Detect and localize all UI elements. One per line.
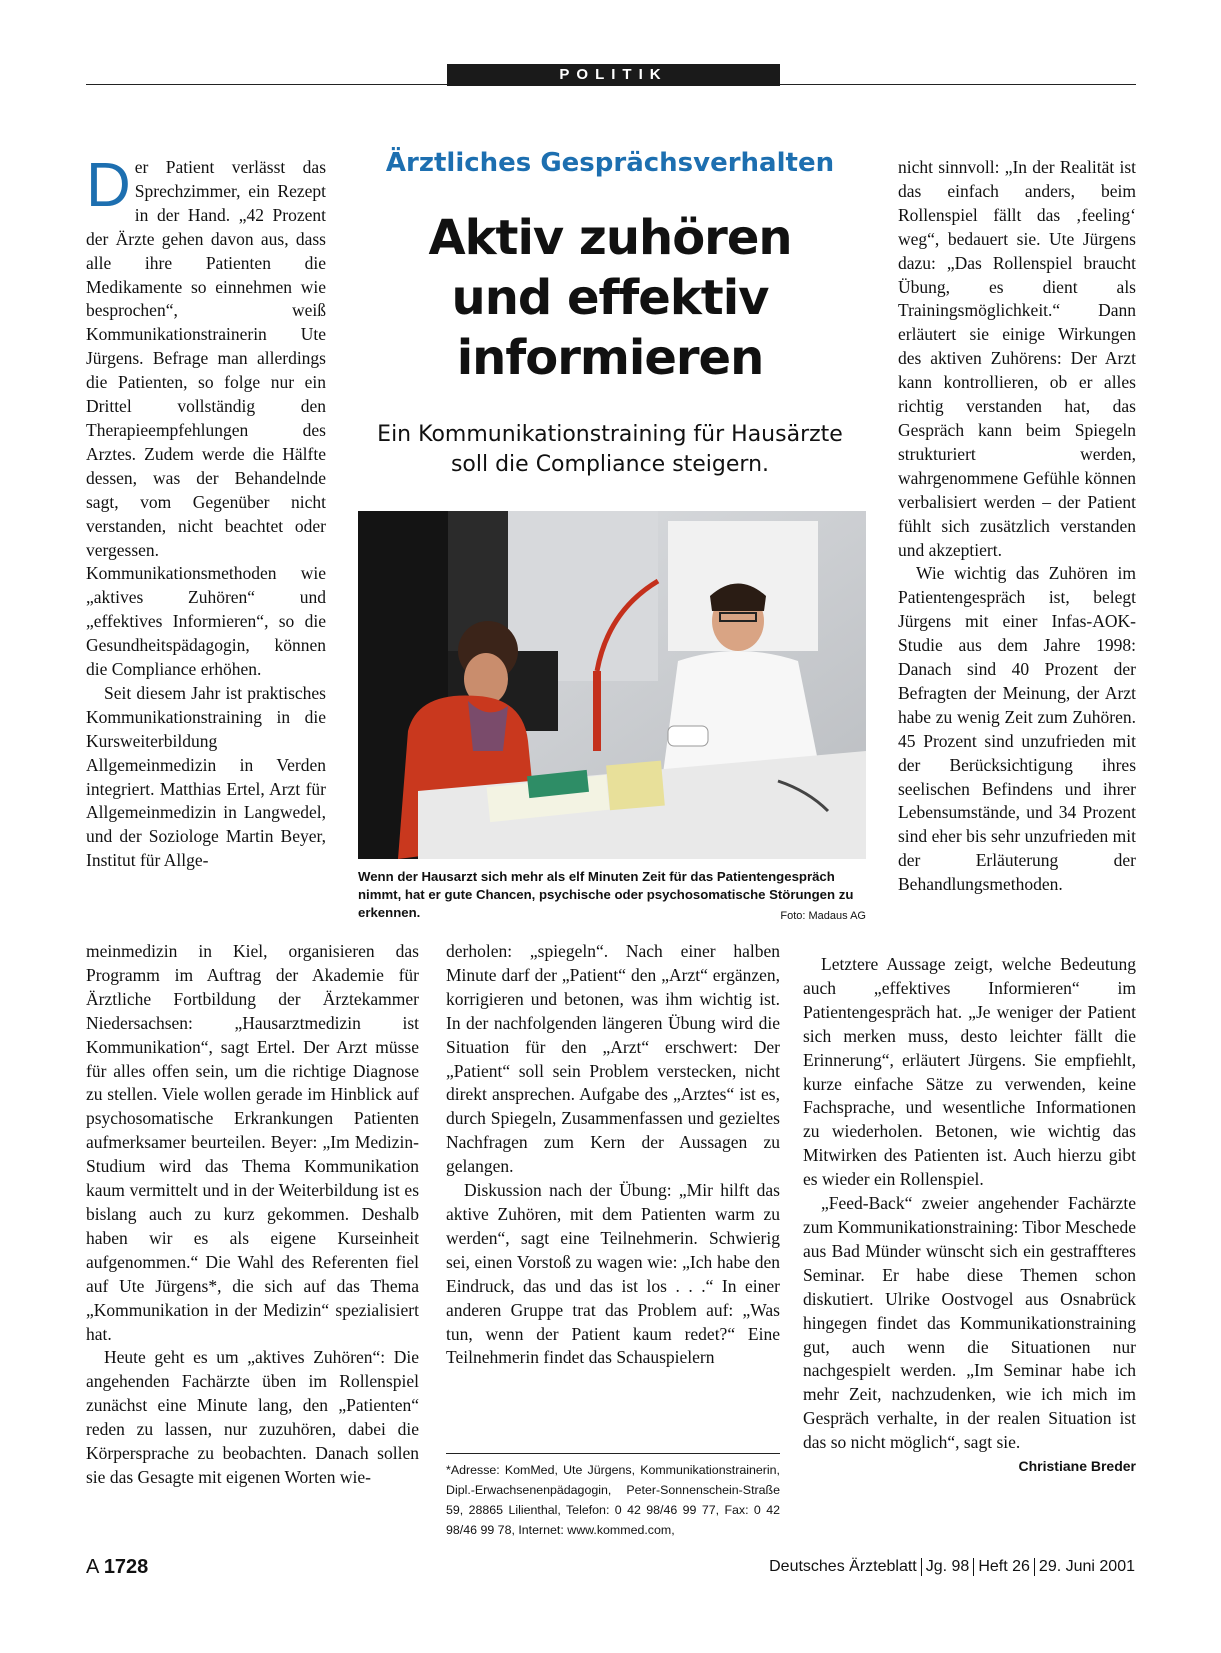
journal-date: 29. Juni 2001 <box>1038 1558 1135 1576</box>
section-label: POLITIK <box>447 64 780 86</box>
page-number-value: 1728 <box>103 1556 149 1578</box>
paragraph: Heute geht es um „aktives Zuhören“: Die angehenden Fachärzte üben im Rollenspiel zunächst eine Minute lang, den „Patienten“ reden zu lassen, nur zuzuhören, dabei die Körpersprache zu beobachten. Danach sollen sie das Gesagte mit eigenen Worten wie- <box>86 1347 419 1487</box>
column-1-upper <box>86 151 326 873</box>
paragraph-text: er Patient verlässt das Sprechzimmer, ein Rezept in der Hand. „42 Prozent der Ärzte gehen davon aus, dass alle ihre Patienten die Medikamente so einnehmen wie besprochen“, weiß Kommunikationstrainerin Ute Jürgens. Befrage man allerdings die Patienten, so folge nur ein Drittel vollständig den Therapieempfehlungen des Arztes. Zudem werde die Hälfte dessen, was der Behandelnde sagt, vom Gegenüber nicht verstanden, nicht beachtet oder vergessen. Kommunikationsmethoden wie „aktives Zuhören“ und „effektives Informieren“, so die Gesundheitspädagogin, können die Compliance erhöhen. <box>86 157 326 680</box>
page-number <box>86 1556 148 1579</box>
author-byline: Christiane Breder <box>1018 1458 1136 1475</box>
page-prefix: A <box>86 1556 99 1578</box>
article-kicker: Ärztliches Gesprächsverhalten <box>385 148 835 178</box>
paragraph: meinmedizin in Kiel, organisieren das Programm im Auftrag der Akademie für Ärztliche Fortbildung der Ärztekammer Niedersachsen: „Hausarztmedizin ist Kommunikation“, sagt Ertel. Der Arzt müsse für alles offen sein, um die richtige Diagnose zu stellen. Viele wollen gerade im Hinblick auf psychosomatische Erkrankungen Patienten aufmerksamer beurteilen. Beyer: „Im Medizin-Studium wird das Thema Kommunikation kaum vermittelt und in der Weiterbildung ist es bislang auch zu kurz gekommen. Deshalb haben wir es als eigene Kurseinheit aufgenommen.“ Die Wahl des Referenten fiel auf Ute Jürgens*, die sich auf das Thema „Kommunikation in der Medizin“ spezialisiert hat. <box>86 941 419 1344</box>
paragraph: Seit diesem Jahr ist praktisches Kommunikationstraining in die Kursweiterbildung Allgemeinmedizin in Verden integriert. Matthias Ertel, Arzt für Allgemeinmedizin in Langwedel, und der Soziologe Martin Beyer, Institut für Allge- <box>86 682 326 871</box>
journal-issue: Heft 26 <box>978 1558 1030 1576</box>
paragraph <box>803 1192 1136 1475</box>
paragraph: derholen: „spiegeln“. Nach einer halben Minute darf der „Patient“ den „Arzt“ ergänzen, korrigieren und betonen, was ihm wichtig ist. In der nachfolgenden längeren Übung wird die Situation für den „Arzt“ erschwert: Der „Patient“ soll sein Problem verstecken, nicht direkt ansprechen. Aufgabe des „Arztes“ ist es, durch Spiegeln, Zusammenfassen und gezieltes Nachfragen zum Kern der Aussagen zu gelangen. <box>446 941 780 1177</box>
column-3-lower <box>803 953 1136 1479</box>
separator <box>1034 1558 1035 1576</box>
journal-info <box>769 1558 1135 1576</box>
paragraph: Diskussion nach der Übung: „Mir hilft das aktive Zuhören, mit dem Patienten warm zu werden“, sagt eine Teilnehmerin. Schwierig sei, einen Vorstoß zu wagen wie: „Ich habe den Eindruck, das und das ist los . . .“ In einer anderen Gruppe trat das Problem auf: „Was tun, wenn der Patient kaum redet?“ Eine Teilnehmerin findet das Schauspielern <box>446 1180 780 1368</box>
paragraph: Letztere Aussage zeigt, welche Bedeutung auch „effektives Informieren“ im Patientengespräch hat. „Je weniger der Patient sich merken muss, desto leichter fällt die Erinnerung“, erläutert Jürgens. Sie empfiehlt, kurze einfache Sätze zu verwenden, keine Fachsprache, und wesentliche Informationen zu wiederholen. Betonen, wie wichtig das Mitwirken des Patienten ist. Auch hierzu gibt es wieder ein Rollenspiel. <box>803 954 1136 1190</box>
subhead-line: Ein Kommunikationstraining für Hausärzte <box>377 422 843 447</box>
journal-volume: Jg. 98 <box>925 1558 970 1576</box>
article-subhead <box>350 420 870 480</box>
paragraph: Wie wichtig das Zuhören im Patientengespräch ist, belegt Jürgens mit einer Infas-AOK-Studie aus dem Jahre 1998: Danach sind 40 Prozent der Befragten der Meinung, der Arzt habe zu wenig Zeit zum Zuhören. 45 Prozent sind unzufrieden mit der Berücksichtigung ihres seelischen Befindens und ihrer Lebensumstände, und 34 Prozent sind eher bis sehr unzufrieden mit der Erläuterung der Behandlungsmethoden. <box>898 563 1136 895</box>
headline-line: und effektiv <box>451 270 769 326</box>
paragraph: nicht sinnvoll: „In der Realität ist das einfach anders, beim Rollenspiel fällt das ‚feeling‘ weg“, bedauert sie. Ute Jürgens dazu: „Das Rollenspiel braucht Übung, es dient als Trainingsmöglichkeit.“ Dann erläutert sie einige Wirkungen des aktiven Zuhörens: Der Arzt kann kontrollieren, ob er alles richtig verstanden hat, das Gespräch kann beim Spiegeln strukturiert werden, wahrgenommene Gefühle können verbalisiert werden – der Patient fühlt sich zusätzlich verstanden und akzeptiert. <box>898 157 1136 560</box>
subhead-line: soll die Compliance steigern. <box>450 452 770 477</box>
footnote: *Adresse: KomMed, Ute Jürgens, Kommunikationstrainerin, Dipl.-Erwachsenenpädagogin, Peter-Sonnenschein-Straße 59, 28865 Lilienthal, Telefon: 0 42 98/46 99 77, Fax: 0 42 98/46 99 78, Internet: www.kommed.com, <box>446 1463 780 1537</box>
headline-line: Aktiv zuhören <box>428 210 792 266</box>
column-3-upper <box>898 156 1136 897</box>
journal-name: Deutsches Ärzteblatt <box>769 1558 917 1576</box>
headline-line: informieren <box>456 330 764 386</box>
photo-caption: Wenn der Hausarzt sich mehr als elf Minuten Zeit für das Patientengespräch nimmt, hat er gute Chancen, psychische oder psychosomatische Störungen zu erkennen. <box>358 869 854 920</box>
photo-credit: Foto: Madaus AG <box>780 910 866 922</box>
drop-cap: D <box>86 151 131 220</box>
column-1-lower <box>86 940 419 1490</box>
separator <box>973 1558 974 1576</box>
paragraph-text: „Feed-Back“ zweier angehender Fachärzte zum Kommunikationstraining: Tibor Meschede aus Bad Münder wünscht sich ein gestraffteres Seminar. Er habe diese Themen schon diskutiert. Ulrike Oostvogel aus Osnabrück hingegen findet das Kommunikationstraining gut, auch wenn die Situationen nur nachgespielt werden. „Im Seminar habe ich mehr Zeit, nachzudenken, wie ich mich im Gespräch verhalte, in der realen Situation ist das so nicht möglich“, sagt sie. <box>803 1193 1136 1453</box>
paragraph <box>86 151 326 682</box>
footnote-rule <box>446 1453 780 1454</box>
article-headline <box>360 208 860 388</box>
separator <box>921 1558 922 1576</box>
column-2 <box>446 940 780 1370</box>
article-photo <box>358 511 866 859</box>
